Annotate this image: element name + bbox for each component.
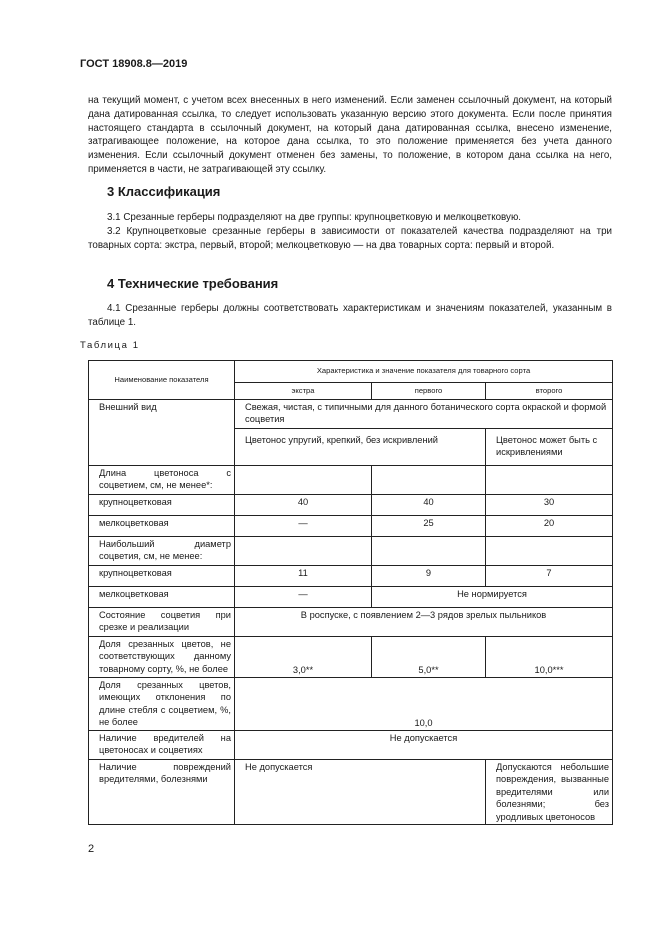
pests-value: Не допускается <box>235 731 613 760</box>
length-small-extra: — <box>235 516 372 537</box>
table-row <box>89 495 613 516</box>
header-grade-first: первого <box>372 383 486 400</box>
document-header: ГОСТ 18908.8—2019 <box>80 58 188 70</box>
section-4-heading: 4 Технические требования <box>107 276 279 291</box>
diameter-large-extra: 11 <box>235 566 372 587</box>
clause-4-1: 4.1 Срезанные герберы должны соответствовать характеристикам и значениям показателей, указанным в таблице 1. <box>88 303 612 328</box>
appearance-second: Цветонос может быть с искривлениями <box>486 429 613 466</box>
table-row <box>89 400 613 429</box>
diameter-small-extra: — <box>235 587 372 608</box>
section-3-heading: 3 Классификация <box>107 184 221 199</box>
clause-3-2: 3.2 Крупноцветковые срезанные герберы в зависимости от показателей качества подразделяют на три товарных сорта: экстра, первый, второй; мелкоцветковую — на два товарных сорта: первый и второй. <box>88 226 612 251</box>
row-label-pests: Наличие вредителей на цветоносах и соцветиях <box>89 731 235 760</box>
table-row <box>89 587 613 608</box>
table-row <box>89 731 613 760</box>
header-indicator-name: Наименование показателя <box>89 361 235 400</box>
row-label-state: Состояние соцветия при срезке и реализации <box>89 608 235 637</box>
row-label-small: мелкоцветковая <box>89 516 235 537</box>
length-small-first: 25 <box>372 516 486 537</box>
damage-extra-first: Не допускается <box>235 760 486 825</box>
row-label-share: Доля срезанных цветов, не соответствующих данному товарному сорту, %, не более <box>89 637 235 678</box>
row-label-damage: Наличие повреждений вредителями, болезнями <box>89 760 235 825</box>
appearance-extra-first: Цветонос упругий, крепкий, без искривлений <box>235 429 486 466</box>
table-row <box>89 566 613 587</box>
length-small-second: 20 <box>486 516 613 537</box>
page-number: 2 <box>88 843 95 855</box>
row-label-large: крупноцветковая <box>89 495 235 516</box>
table-row <box>89 466 613 495</box>
requirements-table <box>88 360 613 825</box>
row-label-length: Длина цветоноса с соцветием, см, не менее*: <box>89 466 235 495</box>
diameter-large-second: 7 <box>486 566 613 587</box>
header-grade-group: Характеристика и значение показателя для товарного сорта <box>235 361 613 383</box>
table-row <box>89 637 613 678</box>
length-large-first: 40 <box>372 495 486 516</box>
share-extra: 3,0** <box>235 637 372 678</box>
clause-3-1: 3.1 Срезанные герберы подразделяют на две группы: крупноцветковую и мелкоцветковую. <box>107 212 522 223</box>
diameter-small-not-normed: Не нормируется <box>372 587 613 608</box>
state-value: В роспуске, с появлением 2—3 рядов зрелых пыльников <box>235 608 613 637</box>
row-label-appearance: Внешний вид <box>89 400 235 466</box>
table-header-row <box>89 361 613 383</box>
deviation-value: 10,0 <box>235 678 613 731</box>
row-label-large: крупноцветковая <box>89 566 235 587</box>
table-row <box>89 516 613 537</box>
share-first: 5,0** <box>372 637 486 678</box>
damage-second: Допускаются небольшие повреждения, вызванные вредителями или болезнями; без уродливых цветоносов <box>486 760 613 825</box>
table-caption: Таблица 1 <box>80 340 140 351</box>
table-row <box>89 608 613 637</box>
header-grade-extra: экстра <box>235 383 372 400</box>
length-large-second: 30 <box>486 495 613 516</box>
table-row <box>89 537 613 566</box>
share-second: 10,0*** <box>486 637 613 678</box>
row-label-small: мелкоцветковая <box>89 587 235 608</box>
length-large-extra: 40 <box>235 495 372 516</box>
row-label-diameter: Наибольший диаметр соцветия, см, не менее: <box>89 537 235 566</box>
appearance-common: Свежая, чистая, с типичными для данного ботанического сорта окраской и формой соцветия <box>235 400 613 429</box>
row-label-deviation: Доля срезанных цветов, имеющих отклонения по длине стебля с соцветием, %, не более <box>89 678 235 731</box>
intro-paragraph: на текущий момент, с учетом всех внесенных в него изменений. Если заменен ссылочный документ, на который дана датированная ссылка, то следует использовать указанную версию этого документа. Если после принятия настоящего стандарта в ссылочный документ, на который дана датированная ссылка, внесено изменение, затрагивающее положение, на которое дана ссылка, то это положение применяется без учета данного изменения. Если ссылочный документ отменен без замены, то положение, в котором дана ссылка на него, применяется в части, не затрагивающей эту ссылку. <box>88 95 612 175</box>
table-row <box>89 760 613 825</box>
table-row <box>89 678 613 731</box>
diameter-large-first: 9 <box>372 566 486 587</box>
header-grade-second: второго <box>486 383 613 400</box>
